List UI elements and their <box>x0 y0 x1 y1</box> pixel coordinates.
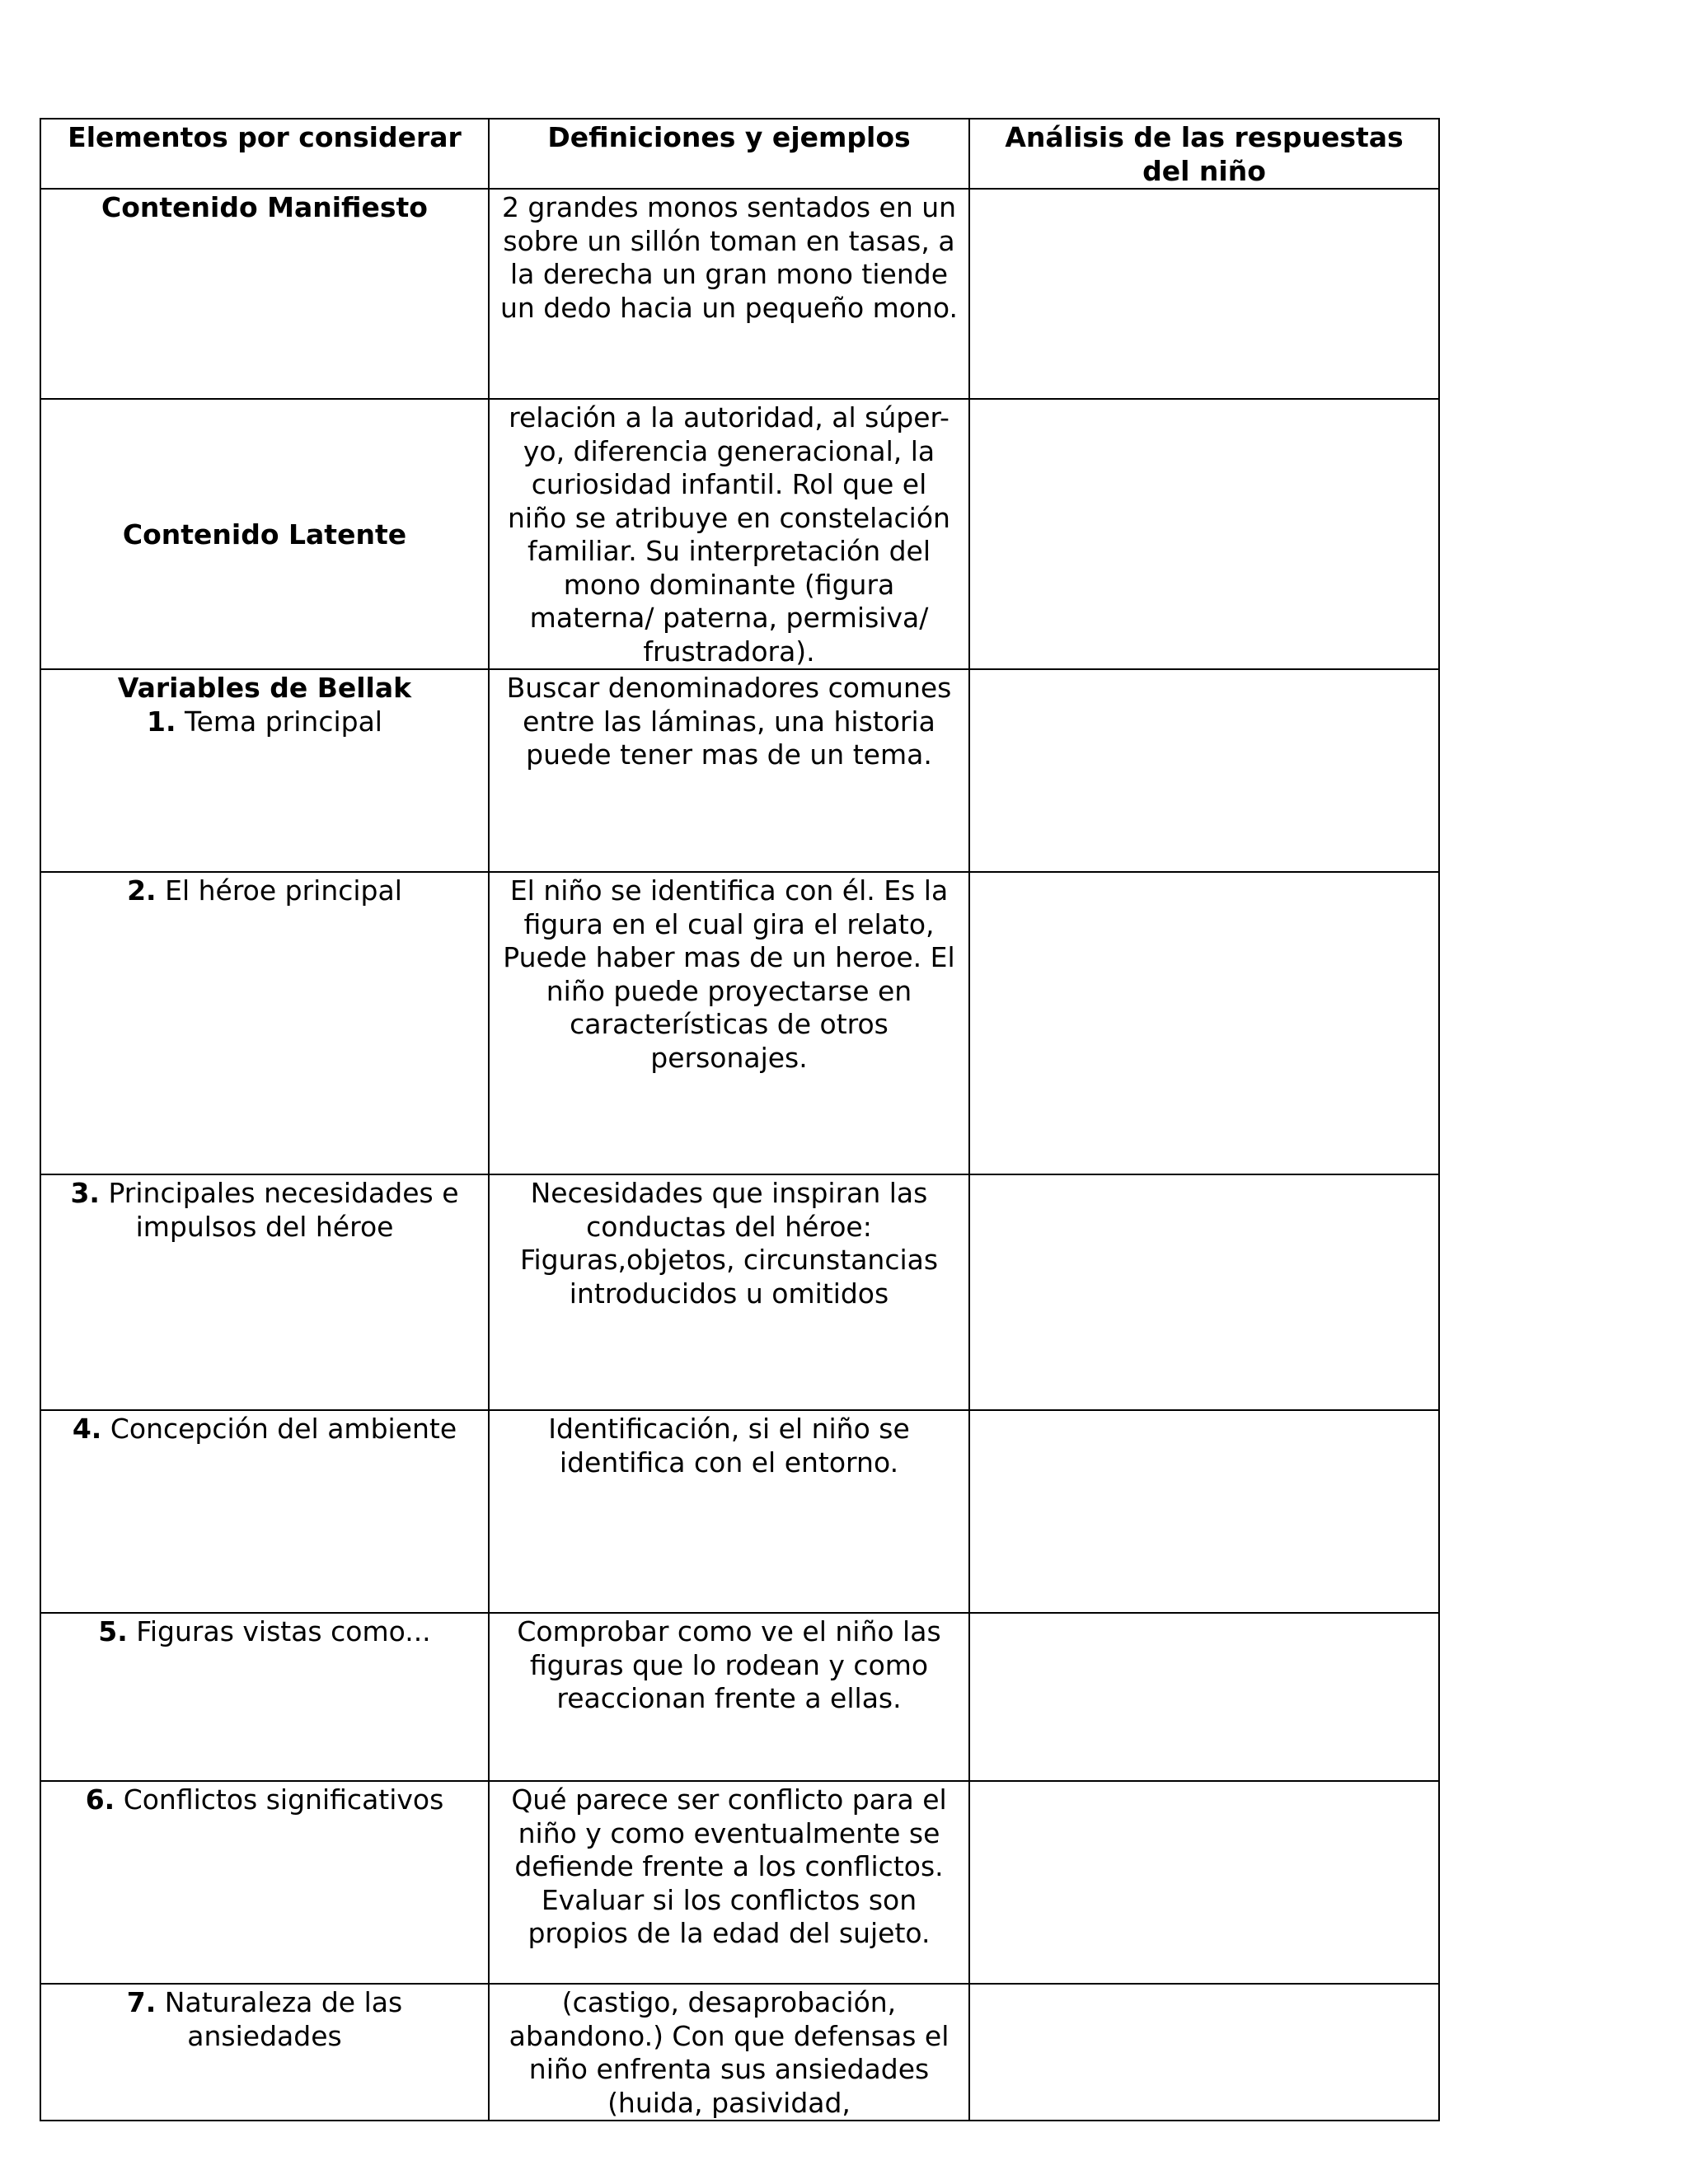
item-number: 6. <box>85 1783 115 1816</box>
section-title: Variables de Bellak <box>117 672 412 704</box>
analysis-cell[interactable] <box>969 1174 1439 1410</box>
element-cell <box>40 1174 489 1410</box>
definition-cell: Comprobar como ve el niño las figuras que lo rodean y como reaccionan frente a ellas. <box>489 1613 969 1781</box>
definition-cell: relación a la autoridad, al súper-yo, diferencia generacional, la curiosidad infantil. Rol que el niño se atribuye en constelación familiar. Su interpretación del mono dominante (figura materna/ paterna, permisiva/ frustradora). <box>489 399 969 669</box>
header-definiciones: Definiciones y ejemplos <box>489 119 969 189</box>
header-elementos: Elementos por considerar <box>40 119 489 189</box>
definition-cell: El niño se identifica con él. Es la figura en el cual gira el relato, Puede haber mas de un heroe. El niño puede proyectarse en características de otros personajes. <box>489 872 969 1174</box>
analysis-table <box>40 118 1440 2121</box>
table-header-row <box>40 119 1439 189</box>
definition-cell: 2 grandes monos sentados en un sobre un sillón toman en tasas, a la derecha un gran mono tiende un dedo hacia un pequeño mono. <box>489 189 969 399</box>
element-cell <box>40 669 489 872</box>
element-cell <box>40 1613 489 1781</box>
element-title: Contenido Manifiesto <box>101 191 428 223</box>
table-row <box>40 1781 1439 1984</box>
header-analisis: Análisis de las respuestas del niño <box>969 119 1439 189</box>
analysis-cell[interactable] <box>969 399 1439 669</box>
definition-cell: Qué parece ser conflicto para el niño y como eventualmente se defiende frente a los conflictos. Evaluar si los conflictos son propios de la edad del sujeto. <box>489 1781 969 1984</box>
table-row <box>40 1984 1439 2121</box>
definition-cell: Identificación, si el niño se identifica con el entorno. <box>489 1410 969 1613</box>
analysis-cell[interactable] <box>969 1613 1439 1781</box>
table-row <box>40 669 1439 872</box>
item-number: 7. <box>126 1986 157 2018</box>
analysis-cell[interactable] <box>969 669 1439 872</box>
element-title: Naturaleza de las ansiedades <box>164 1986 403 2052</box>
element-title: Principales necesidades e impulsos del héroe <box>108 1177 459 1243</box>
item-number: 1. <box>147 705 176 738</box>
element-title: Figuras vistas como... <box>136 1615 431 1647</box>
definition-cell: (castigo, desaprobación, abandono.) Con que defensas el niño enfrenta sus ansiedades (huida, pasividad, <box>489 1984 969 2121</box>
element-title: Conflictos significativos <box>123 1783 444 1816</box>
item-number: 3. <box>70 1177 100 1209</box>
table-row <box>40 1174 1439 1410</box>
element-cell <box>40 1984 489 2121</box>
definition-cell: Buscar denominadores comunes entre las láminas, una historia puede tener mas de un tema. <box>489 669 969 872</box>
table-row <box>40 872 1439 1174</box>
table-row <box>40 189 1439 399</box>
element-title: El héroe principal <box>165 874 402 907</box>
element-title: Tema principal <box>185 705 382 738</box>
element-title: Concepción del ambiente <box>110 1413 457 1445</box>
analysis-cell[interactable] <box>969 872 1439 1174</box>
definition-cell: Necesidades que inspiran las conductas del héroe: Figuras,objetos, circunstancias introducidos u omitidos <box>489 1174 969 1410</box>
table-row <box>40 1613 1439 1781</box>
analysis-cell[interactable] <box>969 1781 1439 1984</box>
analysis-cell[interactable] <box>969 1984 1439 2121</box>
item-number: 4. <box>72 1413 102 1445</box>
table-row <box>40 1410 1439 1613</box>
item-number: 2. <box>127 874 157 907</box>
element-cell <box>40 872 489 1174</box>
element-cell <box>40 1781 489 1984</box>
element-cell <box>40 399 489 669</box>
element-cell <box>40 189 489 399</box>
analysis-cell[interactable] <box>969 1410 1439 1613</box>
element-cell <box>40 1410 489 1613</box>
analysis-cell[interactable] <box>969 189 1439 399</box>
element-title: Contenido Latente <box>122 518 407 551</box>
item-number: 5. <box>98 1615 128 1647</box>
table-row <box>40 399 1439 669</box>
